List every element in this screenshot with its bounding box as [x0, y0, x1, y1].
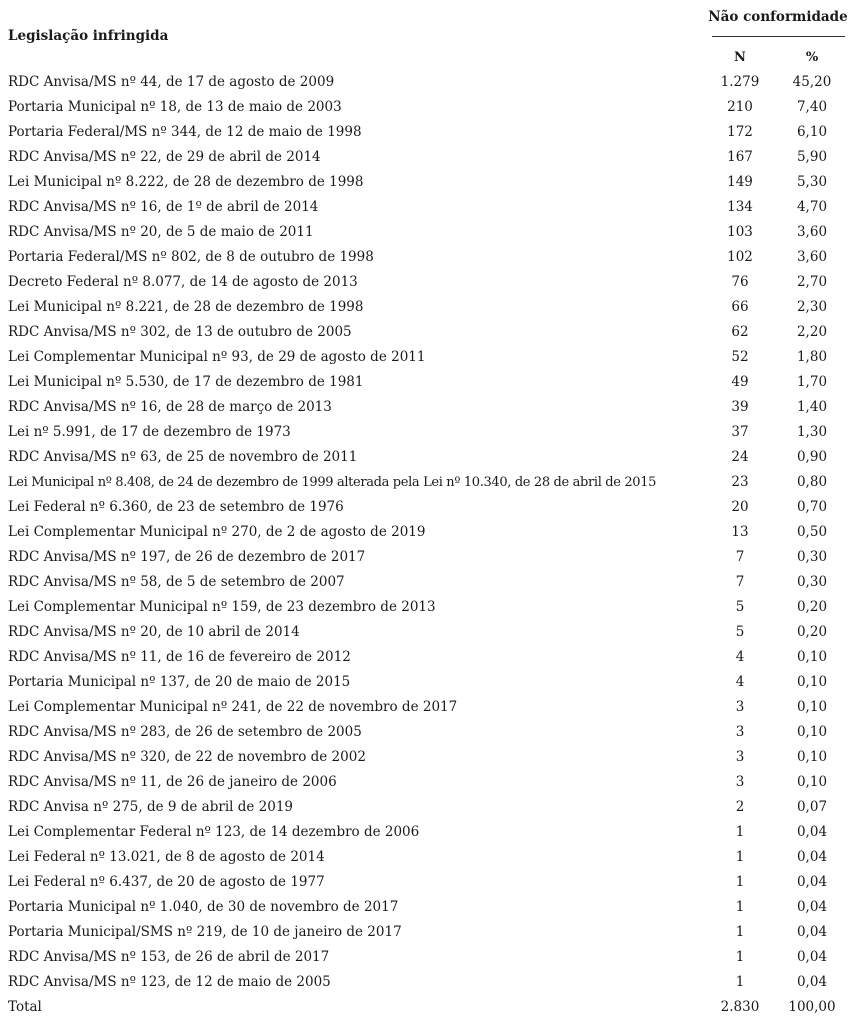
- legislation-cell: Lei Municipal nº 8.222, de 28 de dezembro de 1998: [8, 174, 364, 190]
- percent-cell: 0,04: [796, 874, 828, 890]
- percent-cell: 4,70: [796, 199, 828, 215]
- table-row: [0, 320, 853, 345]
- percent-cell: 0,70: [796, 499, 828, 515]
- percent-cell: 2,30: [796, 299, 828, 315]
- legislation-cell: RDC Anvisa nº 275, de 9 de abril de 2019: [8, 799, 294, 815]
- count-cell: 1: [735, 974, 745, 990]
- percent-cell: 0,20: [796, 624, 828, 640]
- percent-cell: 3,60: [796, 249, 828, 265]
- header-divider: [712, 36, 845, 37]
- table-body: [0, 70, 853, 1020]
- count-cell: 13: [731, 524, 749, 540]
- count-cell: 3: [735, 774, 745, 790]
- count-cell: 134: [727, 199, 753, 215]
- legislation-cell: RDC Anvisa/MS nº 22, de 29 de abril de 2014: [8, 149, 321, 165]
- percent-cell: 5,90: [796, 149, 828, 165]
- legislation-cell: RDC Anvisa/MS nº 16, de 1º de abril de 2014: [8, 199, 319, 215]
- count-cell: 1: [735, 949, 745, 965]
- percent-cell: 1,40: [796, 399, 828, 415]
- legislation-cell: Portaria Municipal/SMS nº 219, de 10 de janeiro de 2017: [8, 924, 402, 940]
- count-cell: 3: [735, 699, 745, 715]
- legislation-cell: Lei Municipal nº 8.408, de 24 de dezembro de 1999 alterada pela Lei nº 10.340, de 28 de abril de 2015: [8, 475, 657, 490]
- count-cell: 149: [727, 174, 753, 190]
- percent-cell: 0,10: [796, 724, 828, 740]
- table-row: [0, 920, 853, 945]
- legislation-cell: Portaria Federal/MS nº 344, de 12 de maio de 1998: [8, 124, 362, 140]
- legislation-cell: RDC Anvisa/MS nº 283, de 26 de setembro de 2005: [8, 724, 362, 740]
- legislation-cell: RDC Anvisa/MS nº 320, de 22 de novembro de 2002: [8, 749, 366, 765]
- column-header-n: N: [734, 50, 746, 65]
- count-cell: 4: [735, 649, 745, 665]
- legislation-cell: RDC Anvisa/MS nº 197, de 26 de dezembro de 2017: [8, 549, 366, 565]
- legislation-cell: Lei Federal nº 6.437, de 20 de agosto de 1977: [8, 874, 325, 890]
- percent-cell: 0,04: [796, 899, 828, 915]
- percent-cell: 0,10: [796, 749, 828, 765]
- count-cell: 62: [731, 324, 749, 340]
- legislation-cell: RDC Anvisa/MS nº 11, de 26 de janeiro de 2006: [8, 774, 337, 790]
- legislation-cell: RDC Anvisa/MS nº 20, de 10 abril de 2014: [8, 624, 300, 640]
- table-row: [0, 720, 853, 745]
- count-cell: 1: [735, 824, 745, 840]
- legislation-cell: Lei Complementar Federal nº 123, de 14 dezembro de 2006: [8, 824, 420, 840]
- table-row: [0, 570, 853, 595]
- table-row: [0, 245, 853, 270]
- table-row: [0, 295, 853, 320]
- count-cell: 2: [735, 799, 745, 815]
- percent-cell: 0,50: [796, 524, 828, 540]
- column-group-header-nonconformity: Não conformidade: [708, 9, 848, 25]
- count-cell: 24: [731, 449, 749, 465]
- table-row: [0, 470, 853, 495]
- table-row: [0, 970, 853, 995]
- legislation-cell: Portaria Municipal nº 18, de 13 de maio de 2003: [8, 99, 342, 115]
- count-cell: 1: [735, 849, 745, 865]
- table-row: [0, 70, 853, 95]
- count-cell: 210: [727, 99, 753, 115]
- count-cell: 3: [735, 724, 745, 740]
- table-row: [0, 270, 853, 295]
- table-row: [0, 220, 853, 245]
- legislation-cell: RDC Anvisa/MS nº 58, de 5 de setembro de 2007: [8, 574, 345, 590]
- legislation-cell: RDC Anvisa/MS nº 44, de 17 de agosto de 2009: [8, 74, 335, 90]
- legislation-cell: Portaria Municipal nº 1.040, de 30 de novembro de 2017: [8, 899, 399, 915]
- count-cell: 37: [731, 424, 749, 440]
- percent-cell: 1,30: [796, 424, 828, 440]
- column-header-legislation: Legislação infringida: [8, 28, 169, 44]
- percent-cell: 0,04: [796, 949, 828, 965]
- legislation-cell: RDC Anvisa/MS nº 11, de 16 de fevereiro de 2012: [8, 649, 351, 665]
- legislation-cell: Lei nº 5.991, de 17 de dezembro de 1973: [8, 424, 291, 440]
- count-cell: 52: [731, 349, 749, 365]
- percent-cell: 0,20: [796, 599, 828, 615]
- count-cell: 103: [727, 224, 753, 240]
- table-row: [0, 545, 853, 570]
- count-cell: 3: [735, 749, 745, 765]
- count-cell: 4: [735, 674, 745, 690]
- percent-cell: 45,20: [792, 74, 832, 90]
- table-row: [0, 845, 853, 870]
- count-cell: 5: [735, 599, 745, 615]
- table-row: [0, 620, 853, 645]
- percent-cell: 0,90: [796, 449, 828, 465]
- percent-cell: 0,10: [796, 774, 828, 790]
- percent-cell: 6,10: [796, 124, 828, 140]
- percent-cell: 7,40: [796, 99, 828, 115]
- legislation-cell: Lei Federal nº 13.021, de 8 de agosto de 2014: [8, 849, 325, 865]
- count-cell: 7: [735, 549, 745, 565]
- table-row: [0, 770, 853, 795]
- legislation-cell: RDC Anvisa/MS nº 123, de 12 de maio de 2005: [8, 974, 331, 990]
- column-header-percent: %: [805, 50, 819, 65]
- table-row: [0, 520, 853, 545]
- count-cell: 1.279: [720, 74, 760, 90]
- legislation-cell: Portaria Federal/MS nº 802, de 8 de outubro de 1998: [8, 249, 374, 265]
- legislation-cell: RDC Anvisa/MS nº 302, de 13 de outubro de 2005: [8, 324, 352, 340]
- percent-cell: 3,60: [796, 224, 828, 240]
- legislation-cell: Lei Complementar Municipal nº 241, de 22 de novembro de 2017: [8, 699, 458, 715]
- table-row: [0, 95, 853, 120]
- percent-cell: 0,80: [796, 474, 828, 490]
- count-cell: 7: [735, 574, 745, 590]
- table-row: [0, 745, 853, 770]
- table-row: [0, 445, 853, 470]
- legislation-cell: RDC Anvisa/MS nº 63, de 25 de novembro de 2011: [8, 449, 358, 465]
- total-percent: 100,00: [788, 999, 836, 1015]
- total-count: 2.830: [720, 999, 760, 1015]
- legislation-cell: Lei Complementar Municipal nº 270, de 2 de agosto de 2019: [8, 524, 426, 540]
- total-row: [0, 995, 853, 1020]
- table-row: [0, 420, 853, 445]
- count-cell: 102: [727, 249, 753, 265]
- table-row: [0, 795, 853, 820]
- percent-cell: 0,10: [796, 674, 828, 690]
- count-cell: 23: [731, 474, 749, 490]
- count-cell: 1: [735, 874, 745, 890]
- table-row: [0, 670, 853, 695]
- percent-cell: 0,04: [796, 974, 828, 990]
- count-cell: 172: [727, 124, 753, 140]
- table-row: [0, 170, 853, 195]
- table-row: [0, 370, 853, 395]
- legislation-cell: Decreto Federal nº 8.077, de 14 de agosto de 2013: [8, 274, 358, 290]
- count-cell: 167: [727, 149, 753, 165]
- legislation-cell: Lei Complementar Municipal nº 93, de 29 de agosto de 2011: [8, 349, 426, 365]
- table-header: [0, 0, 853, 70]
- percent-cell: 1,70: [796, 374, 828, 390]
- percent-cell: 0,07: [796, 799, 828, 815]
- table-row: [0, 695, 853, 720]
- legislation-cell: Lei Municipal nº 8.221, de 28 de dezembro de 1998: [8, 299, 364, 315]
- percent-cell: 0,30: [796, 549, 828, 565]
- table-row: [0, 645, 853, 670]
- legislation-cell: Lei Municipal nº 5.530, de 17 de dezembro de 1981: [8, 374, 364, 390]
- legislation-cell: Lei Complementar Municipal nº 159, de 23 dezembro de 2013: [8, 599, 436, 615]
- percent-cell: 2,70: [796, 274, 828, 290]
- percent-cell: 0,10: [796, 699, 828, 715]
- table-row: [0, 345, 853, 370]
- table-row: [0, 395, 853, 420]
- legislation-cell: Lei Federal nº 6.360, de 23 de setembro de 1976: [8, 499, 344, 515]
- legislation-cell: RDC Anvisa/MS nº 16, de 28 de março de 2013: [8, 399, 332, 415]
- count-cell: 20: [731, 499, 749, 515]
- total-label: Total: [8, 999, 42, 1015]
- legislation-cell: RDC Anvisa/MS nº 153, de 26 de abril de 2017: [8, 949, 330, 965]
- legislation-cell: RDC Anvisa/MS nº 20, de 5 de maio de 2011: [8, 224, 314, 240]
- legislation-cell: Portaria Municipal nº 137, de 20 de maio de 2015: [8, 674, 351, 690]
- percent-cell: 1,80: [796, 349, 828, 365]
- table-row: [0, 820, 853, 845]
- count-cell: 66: [731, 299, 749, 315]
- percent-cell: 0,04: [796, 849, 828, 865]
- table-row: [0, 870, 853, 895]
- count-cell: 1: [735, 924, 745, 940]
- count-cell: 49: [731, 374, 749, 390]
- percent-cell: 2,20: [796, 324, 828, 340]
- table-row: [0, 145, 853, 170]
- table-row: [0, 945, 853, 970]
- table-row: [0, 895, 853, 920]
- table-row: [0, 495, 853, 520]
- percent-cell: 0,30: [796, 574, 828, 590]
- percent-cell: 0,10: [796, 649, 828, 665]
- percent-cell: 0,04: [796, 824, 828, 840]
- count-cell: 5: [735, 624, 745, 640]
- percent-cell: 0,04: [796, 924, 828, 940]
- percent-cell: 5,30: [796, 174, 828, 190]
- table-row: [0, 595, 853, 620]
- table-row: [0, 195, 853, 220]
- count-cell: 1: [735, 899, 745, 915]
- table-row: [0, 120, 853, 145]
- count-cell: 76: [731, 274, 749, 290]
- count-cell: 39: [731, 399, 749, 415]
